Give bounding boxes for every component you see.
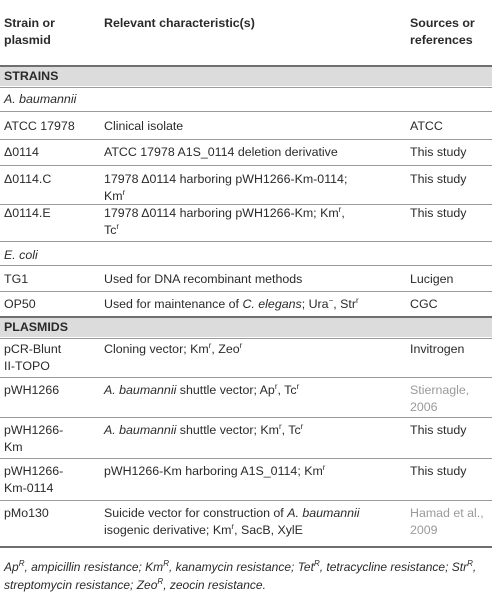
superscript: r	[122, 187, 126, 197]
section-plasmids	[0, 318, 492, 337]
row-name: ATCC 17978	[4, 119, 75, 133]
text: A. baumannii	[104, 423, 177, 437]
text: Ap	[4, 560, 19, 574]
header-col3-line1: Sources or	[410, 16, 475, 30]
superscript: r	[116, 221, 120, 231]
row-name-line: pWH1266-	[4, 423, 64, 437]
superscript: R	[18, 559, 25, 568]
text: , SacB, XylE	[234, 523, 303, 537]
row-desc	[104, 341, 379, 358]
row-desc-line	[104, 522, 404, 539]
row-desc-line	[104, 205, 379, 222]
row-desc	[104, 296, 404, 313]
superscript: r	[355, 295, 359, 305]
text: streptomycin resistance; Zeo	[4, 578, 158, 592]
section-strains-label: STRAINS	[4, 69, 59, 83]
rule	[0, 87, 492, 88]
row-name-line: pCR-Blunt	[4, 342, 62, 356]
superscript: r	[338, 204, 342, 214]
superscript: R	[163, 559, 169, 568]
reference-link[interactable]: Stiernagle,	[410, 383, 470, 397]
row-desc: ATCC 17978 A1S_0114 deletion derivative	[104, 145, 338, 159]
row-name-line: Km	[4, 440, 23, 454]
reference-link[interactable]: 2009	[410, 523, 438, 537]
header-sources	[410, 15, 492, 49]
superscript: r	[274, 381, 278, 391]
rule	[0, 377, 492, 378]
superscript: r	[296, 381, 300, 391]
header-col1-line2: plasmid	[4, 33, 51, 47]
row-name: pWH1266	[4, 383, 60, 397]
text: , Str	[333, 297, 356, 311]
superscript: R	[157, 577, 164, 586]
row-desc: Clinical isolate	[104, 119, 184, 133]
row-src-link[interactable]	[410, 505, 492, 539]
row-name: pMo130	[4, 506, 49, 520]
row-desc	[104, 505, 404, 539]
rule	[0, 458, 492, 459]
rule	[0, 291, 492, 292]
row-src: ATCC	[410, 119, 443, 133]
header-col3-line2: references	[410, 33, 473, 47]
rule	[0, 265, 492, 266]
text: C. elegans	[242, 297, 302, 311]
text: Cloning vector; Km	[104, 342, 209, 356]
text: A. baumannii	[287, 506, 360, 520]
reference-link[interactable]: 2006	[410, 400, 438, 414]
rule	[0, 139, 492, 140]
text: A. baumannii	[104, 383, 177, 397]
row-name	[4, 422, 99, 456]
superscript: R	[467, 559, 473, 568]
text: Km	[104, 189, 123, 203]
row-name	[4, 341, 99, 375]
rule	[0, 65, 492, 67]
row-src: CGC	[410, 297, 438, 311]
row-src: Invitrogen	[410, 342, 465, 356]
text: shuttle vector; Km	[176, 423, 279, 437]
text: 17978 Δ0114 harboring pWH1266-Km; Km	[104, 206, 339, 220]
row-src: This study	[410, 145, 467, 159]
footnote-line-2	[4, 576, 490, 594]
table-header	[0, 0, 492, 62]
rule	[0, 338, 492, 339]
rule	[0, 417, 492, 418]
rule	[0, 111, 492, 112]
row-src-link[interactable]	[410, 382, 492, 416]
row-name: Δ0114.C	[4, 172, 52, 186]
row-desc	[104, 171, 379, 205]
row-desc	[104, 382, 379, 399]
superscript: r	[239, 340, 243, 350]
header-col1-line1: Strain or	[4, 16, 55, 30]
row-name: Δ0114.E	[4, 206, 51, 220]
section-strains	[0, 67, 492, 86]
header-strain-or-plasmid	[4, 15, 99, 49]
row-src: Lucigen	[410, 272, 454, 286]
text: , Zeo	[211, 342, 240, 356]
row-desc-line	[104, 188, 379, 205]
text: , Tc	[281, 423, 301, 437]
row-desc	[104, 463, 379, 480]
text: Used for maintenance of	[104, 297, 243, 311]
superscript: R	[313, 559, 320, 568]
text: , zeocin resistance.	[163, 578, 266, 592]
section-plasmids-label: PLASMIDS	[4, 320, 69, 334]
row-desc-line	[104, 505, 404, 522]
text: , Tc	[277, 383, 297, 397]
row-src: This study	[410, 464, 467, 478]
superscript: r	[300, 421, 304, 431]
superscript: −	[328, 295, 334, 305]
header-characteristics: Relevant characteristic(s)	[104, 16, 255, 30]
superscript: r	[322, 462, 326, 472]
group-a-baumannii: A. baumannii	[4, 92, 77, 106]
rule	[0, 546, 492, 548]
row-desc-line	[104, 222, 379, 239]
row-name: TG1	[4, 272, 29, 286]
text: , kanamycin resistance; Tet	[168, 560, 314, 574]
superscript: r	[278, 421, 282, 431]
text: Tc	[104, 223, 117, 237]
text: ,	[472, 560, 477, 574]
rule	[0, 165, 492, 166]
reference-link[interactable]: Hamad et al.,	[410, 506, 484, 520]
text: Suicide vector for construction of	[104, 506, 288, 520]
text: , ampicillin resistance; Km	[24, 560, 164, 574]
row-desc-line: 17978 Δ0114 harboring pWH1266-Km-0114;	[104, 172, 348, 186]
superscript: r	[231, 521, 235, 531]
row-name: OP50	[4, 297, 36, 311]
group-e-coli: E. coli	[4, 248, 38, 262]
row-desc: Used for DNA recombinant methods	[104, 272, 303, 286]
footnote-line-1	[4, 558, 490, 576]
row-name	[4, 463, 99, 497]
row-desc	[104, 422, 379, 439]
text: ,	[341, 206, 345, 220]
text: isogenic derivative; Km	[104, 523, 232, 537]
text: ; Ura	[301, 297, 329, 311]
text: shuttle vector; Ap	[176, 383, 275, 397]
row-name-line: II-TOPO	[4, 359, 50, 373]
table-footnote	[4, 558, 490, 594]
rule	[0, 241, 492, 242]
superscript: r	[208, 340, 212, 350]
row-src: This study	[410, 172, 467, 186]
row-desc	[104, 205, 379, 239]
rule	[0, 500, 492, 501]
text: , tetracycline resistance; Str	[319, 560, 468, 574]
row-name-line: Km-0114	[4, 481, 54, 495]
row-src: This study	[410, 423, 467, 437]
row-src: This study	[410, 206, 467, 220]
text: pWH1266-Km harboring A1S_0114; Km	[104, 464, 323, 478]
row-name: Δ0114	[4, 145, 39, 159]
row-name-line: pWH1266-	[4, 464, 64, 478]
